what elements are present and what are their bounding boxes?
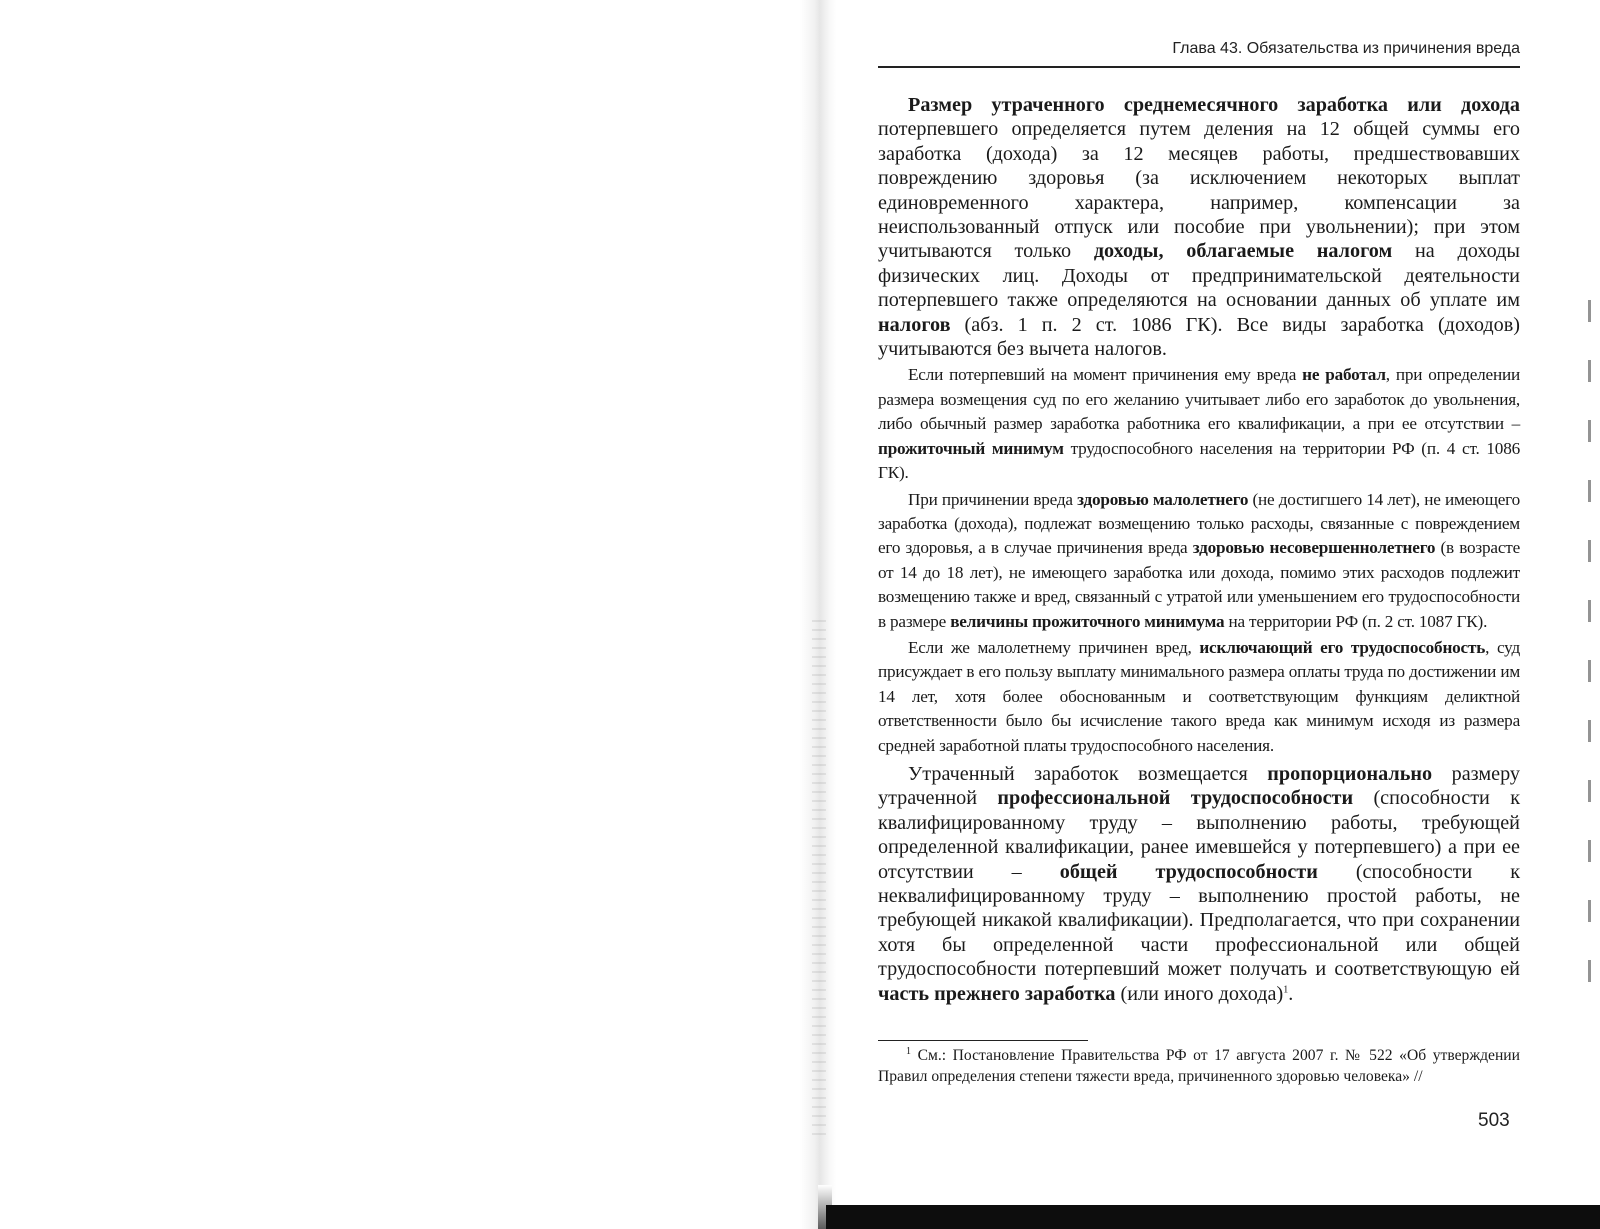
paragraph-text: трудоспособного населения на территории РФ (п. 4 ст. 1086 ГК). bbox=[878, 438, 1520, 483]
bold-term: исключающий его трудоспособность bbox=[1199, 637, 1486, 657]
bold-term: часть прежнего заработка bbox=[878, 982, 1116, 1005]
footnote bbox=[878, 1045, 1520, 1087]
bold-term: доходы, облагаемые налогом bbox=[1093, 240, 1393, 263]
bold-term: общей трудоспособности bbox=[1059, 860, 1318, 883]
page-edge-marks bbox=[1588, 300, 1591, 1000]
running-header: Глава 43. Обязательства из причинения вреда bbox=[878, 40, 1520, 68]
paragraph-text: (или иного дохода) bbox=[1115, 982, 1284, 1005]
bold-term: здоровью несовершеннолетнего bbox=[1192, 538, 1436, 558]
paragraph-text: При причинении вреда bbox=[908, 489, 1078, 509]
paragraph-text: (не достигшего 14 лет), не имеющего заработка (дохода), подлежат возмещению только расходы, связанные с повреждением его здоровья, а в случае причинения вреда bbox=[878, 489, 1520, 558]
paragraph-text: Если потерпевший на момент причинения ему вреда bbox=[908, 365, 1303, 385]
paragraph-text: (способности к неквалифицированному труду – выполнению простой работы, не требующей никакой квалификации). Предполагается, что при сохранении хотя бы определенной части профессиональной или общей трудоспособности потерпевший может получать и соответствующую ей bbox=[878, 860, 1520, 981]
bold-term: здоровью малолетнего bbox=[1077, 489, 1249, 509]
paragraph-text: Утраченный заработок возмещается bbox=[908, 762, 1268, 785]
paragraph-minor-health bbox=[878, 488, 1520, 634]
paragraph-text: на доходы физических лиц. Доходы от предпринимательской деятельности потерпевшего также определяются на основании данных об уплате им bbox=[878, 240, 1520, 312]
bold-term: не работал bbox=[1302, 365, 1386, 385]
bold-term: Размер утраченного среднемесячного заработка или дохода bbox=[908, 94, 1520, 116]
footnote-text: См.: Постановление Правительства РФ от 17 августа 2007 г. № 522 «Об утверждении Правил определения степени тяжести вреда, причиненного здоровью человека» // bbox=[878, 1047, 1520, 1086]
paragraph-text: на территории РФ (п. 2 ст. 1087 ГК). bbox=[1224, 611, 1488, 631]
paragraph-average-earnings bbox=[878, 93, 1520, 361]
paragraph-text: размеру утраченной bbox=[878, 762, 1520, 810]
footnote-marker: 1 bbox=[906, 1045, 911, 1057]
paragraph-text: , суд присуждает в его пользу выплату минимального размера оплаты труда по достижении им 14 лет, хотя более обоснованным и соответствующим функциям деликтной ответственности было бы исчисление такого вреда как минимум исходя из размера средней заработной платы трудоспособного населения. bbox=[878, 637, 1520, 755]
bold-term: прожиточный минимум bbox=[878, 438, 1064, 458]
paragraph-text: . bbox=[1288, 982, 1294, 1005]
paragraph-lost-earnings bbox=[878, 762, 1520, 1006]
paragraph-not-working bbox=[878, 363, 1520, 485]
paragraph-text: (абз. 1 п. 2 ст. 1086 ГК). Все виды заработка (доходов) учитываются без вычета налогов. bbox=[878, 313, 1520, 361]
scan-bottom-edge bbox=[826, 1205, 1600, 1229]
paragraph-text: (в возрасте от 14 до 18 лет), не имеющего заработка или дохода, помимо этих расходов подлежит возмещению также и вред, связанный с утратой или уменьшением его трудоспособности в размере bbox=[878, 538, 1521, 631]
footnote-separator bbox=[878, 1040, 1088, 1041]
footnote-reference[interactable]: 1 bbox=[1283, 983, 1289, 995]
bold-term: профессиональной трудоспособности bbox=[997, 787, 1354, 810]
gutter-scan-noise bbox=[812, 620, 826, 1140]
bold-term: пропорционально bbox=[1267, 762, 1433, 785]
bold-term: величины прожиточного минимума bbox=[950, 611, 1225, 631]
paragraph-minor-incapacity bbox=[878, 636, 1520, 758]
page-number: 503 bbox=[1478, 1110, 1510, 1131]
paragraph-text: Если же малолетнему причинен вред, bbox=[908, 637, 1200, 657]
book-page bbox=[878, 40, 1520, 1087]
paragraph-text: , при определении размера возмещения суд по его желанию учитывает либо его заработок до увольнения, либо обычный размер заработка работника его квалификации, а при ее отсутствии – bbox=[878, 365, 1520, 434]
bold-term: налогов bbox=[878, 313, 951, 336]
paragraph-text: (способности к квалифицированному труду – выполнению работы, требующей определенной квалификации, ранее имевшейся у потерпевшего) а при ее отсутствии – bbox=[878, 787, 1520, 883]
paragraph-text: потерпевшего определяется путем деления на 12 общей суммы его заработка (дохода) за 12 месяцев работы, предшествовавших повреждению здоровья (за исключением некоторых выплат единовременного характера, например, компенсации за неиспользованный отпуск или пособие при увольнении); при этом учитываются только bbox=[878, 118, 1520, 263]
